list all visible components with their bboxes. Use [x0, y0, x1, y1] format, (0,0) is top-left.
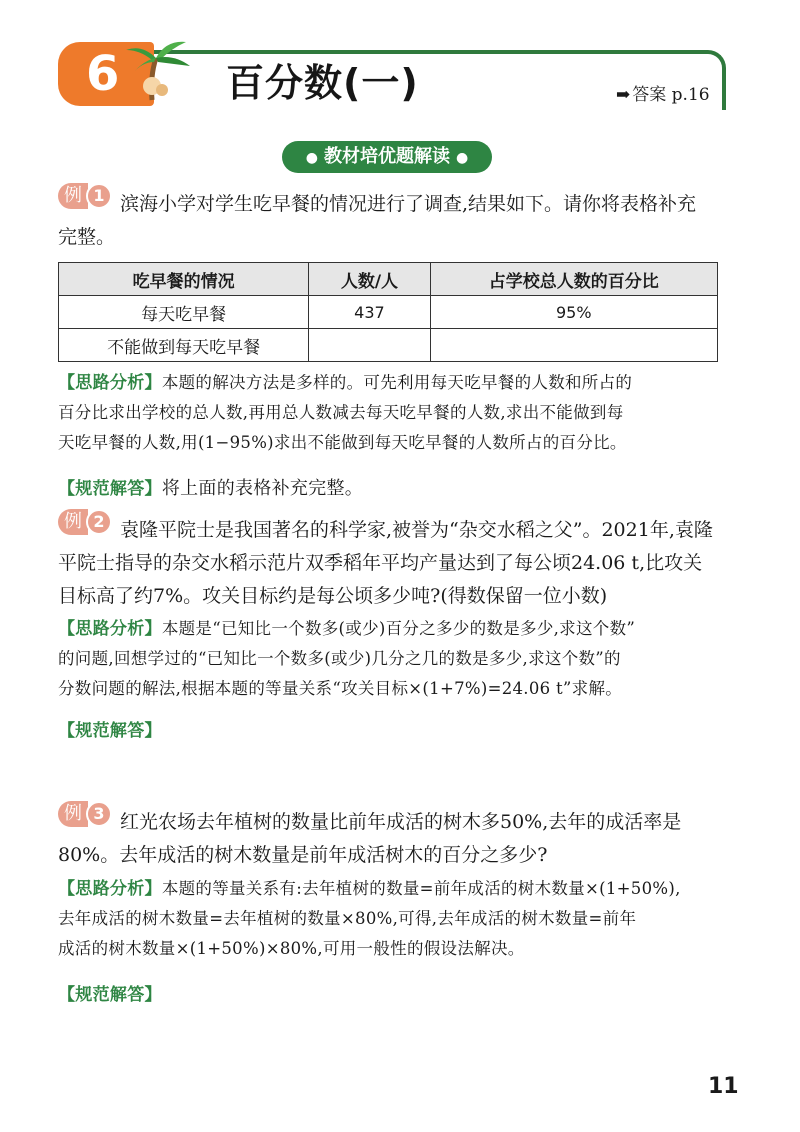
question-line: 80%。去年成活的树木数量是前年成活树木的百分之多少?	[58, 844, 548, 866]
example-3-badge	[58, 801, 114, 827]
example-label: 例	[58, 509, 88, 535]
example-number: 2	[86, 509, 112, 535]
table-row	[59, 329, 718, 362]
analysis-line: 百分比求出学校的总人数,再用总人数减去每天吃早餐的人数,求出不能做到每	[58, 403, 624, 422]
example-number: 3	[86, 801, 112, 827]
analysis-line: 本题的等量关系有:去年植树的数量=前年成活的树木数量×(1+50%),	[161, 879, 681, 898]
palm-tree-icon	[122, 36, 192, 102]
question-line: 平院士指导的杂交水稻示范片双季稻年平均产量达到了每公顷24.06 t,比攻关	[58, 552, 703, 574]
example-1-question	[58, 184, 728, 254]
analysis-line: 分数问题的解法,根据本题的等量关系“攻关目标×(1+7%)=24.06 t”求解。	[58, 679, 623, 698]
solution-text: 将上面的表格补充完整。	[161, 478, 364, 499]
example-number: 1	[86, 183, 112, 209]
answer-page-text: 答案 p.16	[632, 85, 710, 105]
analysis-tag: 【思路分析】	[58, 619, 162, 639]
table-cell: 每天吃早餐	[59, 296, 309, 329]
analysis-tag: 【思路分析】	[58, 373, 162, 393]
analysis-line: 的问题,回想学过的“已知比一个数多(或少)几分之几的数是多少,求这个数”的	[58, 649, 621, 668]
example-label: 例	[58, 801, 88, 827]
table-cell-blank	[430, 329, 717, 362]
question-line: 完整。	[58, 226, 116, 248]
table-row	[59, 296, 718, 329]
bullet-dot-icon: ●	[456, 150, 469, 166]
question-line: 目标高了约7%。攻关目标约是每公顷多少吨?(得数保留一位小数)	[58, 585, 608, 607]
analysis-line: 去年成活的树木数量=去年植树的数量×80%,可得,去年成活的树木数量=前年	[58, 909, 637, 928]
question-line: 滨海小学对学生吃早餐的情况进行了调查,结果如下。请你将表格补充	[120, 193, 697, 215]
answer-reference	[616, 80, 710, 105]
example-label: 例	[58, 183, 88, 209]
example-3-analysis	[58, 874, 728, 964]
example-3-solution	[58, 980, 728, 1010]
section-banner-text: 教材培优题解读	[324, 146, 450, 167]
chapter-number-badge: 6	[58, 42, 154, 106]
analysis-tag: 【思路分析】	[58, 879, 162, 899]
analysis-line: 成活的树木数量×(1+50%)×80%,可用一般性的假设法解决。	[58, 939, 525, 958]
table-header-cell: 吃早餐的情况	[59, 263, 309, 296]
question-line: 红光农场去年植树的数量比前年成活的树木多50%,去年的成活率是	[120, 811, 682, 833]
example-1-solution	[58, 474, 728, 504]
analysis-line: 本题是“已知比一个数多(或少)百分之多少的数是多少,求这个数”	[161, 619, 636, 638]
section-banner	[282, 141, 492, 173]
example-1-badge	[58, 183, 114, 209]
table-cell: 95%	[430, 296, 717, 329]
table-header-cell: 占学校总人数的百分比	[430, 263, 717, 296]
example-3-question	[58, 802, 728, 872]
table-header-cell: 人数/人	[309, 263, 430, 296]
breakfast-survey-table	[58, 262, 718, 362]
table-header-row	[59, 263, 718, 296]
question-line: 袁隆平院士是我国著名的科学家,被誉为“杂交水稻之父”。2021年,袁隆	[120, 519, 713, 541]
table-cell: 不能做到每天吃早餐	[59, 329, 309, 362]
analysis-line: 本题的解决方法是多样的。可先利用每天吃早餐的人数和所占的	[161, 373, 633, 392]
chapter-header	[0, 0, 800, 120]
table-cell: 437	[309, 296, 430, 329]
solution-tag: 【规范解答】	[58, 721, 162, 741]
example-2-solution	[58, 716, 728, 746]
bullet-dot-icon: ●	[305, 150, 318, 166]
example-1-analysis	[58, 368, 728, 458]
example-2-badge	[58, 509, 114, 535]
right-arrow-icon: ➡	[616, 85, 631, 105]
chapter-title: 百分数(一)	[226, 61, 419, 105]
page-number: 11	[708, 1074, 739, 1099]
solution-tag: 【规范解答】	[58, 985, 162, 1005]
example-2-question	[58, 510, 728, 613]
solution-tag: 【规范解答】	[58, 479, 162, 499]
table-cell-blank	[309, 329, 430, 362]
analysis-line: 天吃早餐的人数,用(1−95%)求出不能做到每天吃早餐的人数所占的百分比。	[58, 433, 627, 452]
example-2-analysis	[58, 614, 728, 704]
